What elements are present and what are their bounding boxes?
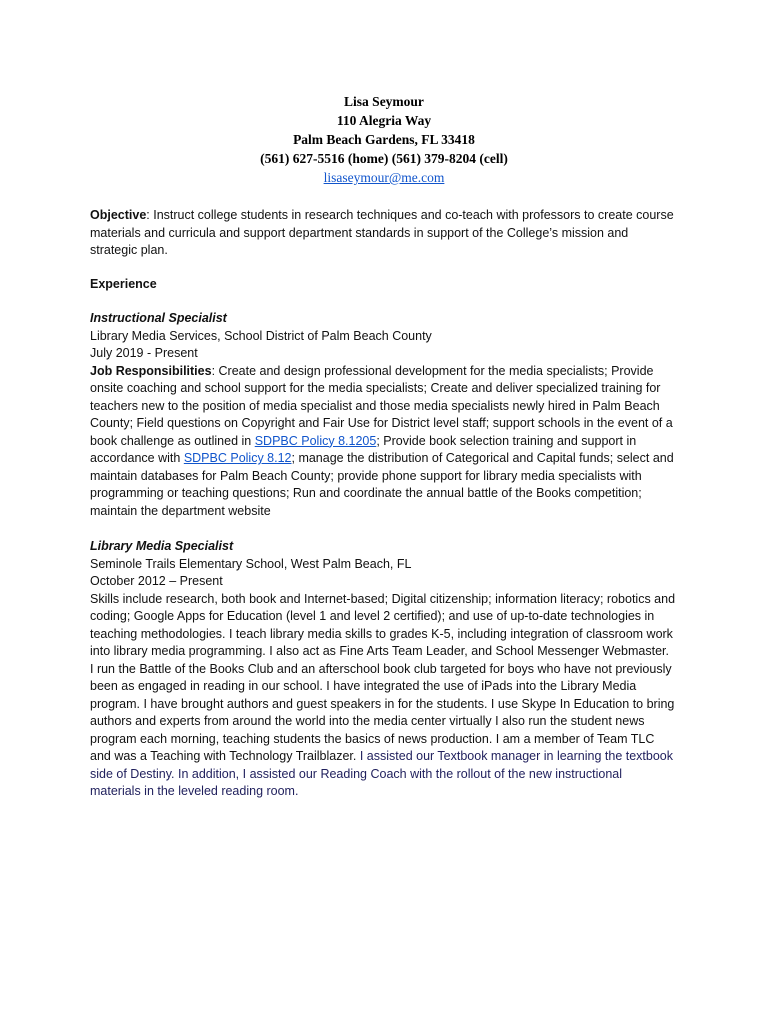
objective-section [90,207,690,260]
candidate-name: Lisa Seymour [344,94,424,109]
job-text: coding; Google Apps for Education (level 1 and level 2 certified); and use of up-to-date technologies in [90,609,655,623]
email-link[interactable]: lisaseymour@me.com [323,170,445,185]
job-text: program each morning, teaching students the basics of news production. I am a member of Team TLC [90,731,655,746]
job-text: book challenge as outlined in [90,433,255,448]
objective-label: Objective [90,208,147,222]
job-library-media-specialist [90,538,690,801]
job-dates: July 2019 - Present [90,346,198,360]
job-title: Library Media Specialist [90,539,234,553]
job-organization: Seminole Trails Elementary School, West Palm Beach, FL [90,556,412,571]
job-text: ; Provide book selection training and support in [376,433,637,448]
job-text: Skills include research, both book and Internet-based; Digital citizenship; information literacy; robotics and [90,591,676,606]
job-title: Instructional Specialist [90,311,227,325]
job-dates: October 2012 – Present [90,574,223,588]
job-text: maintain databases for Palm Beach County; provide phone support for library media specialists with [90,468,642,483]
job-text: County; Field questions on Copyright and Fair Use for District level staff; support schools in the event of a [90,416,673,430]
job-text: into library media programming. I also act as Fine Arts Team Leader, and School Messenger Webmaster. [90,644,669,658]
objective-text-line: materials and curricula and support department standards in support of the College’s mission and [90,225,629,240]
phone-numbers: (561) 627-5516 (home) (561) 379-8204 (cell) [260,151,508,166]
job-text: and was a Teaching with Technology Trailblazer. [90,749,360,763]
responsibilities-label: Job Responsibilities [90,363,212,378]
job-instructional-specialist [90,310,690,520]
objective-text-line: strategic plan. [90,243,168,257]
job-text: maintain the department website [90,503,271,518]
job-text: teachers new to the position of media specialist and those media specialists newly hired in Palm Beach [90,398,660,413]
job-text-navy: I assisted our Textbook manager in learning the textbook [359,749,673,763]
job-text: : Create and design professional development for the media specialists; Provide [211,363,654,378]
policy-8-12-link[interactable]: SDPBC Policy 8.12 [183,451,292,465]
policy-8-1205-link[interactable]: SDPBC Policy 8.1205 [254,433,377,448]
job-text: ; manage the distribution of Categorical and Capital funds; select and [291,451,674,465]
job-text: I run the Battle of the Books Club and an afterschool book club targeted for boys who have not previously [90,661,672,676]
job-text: accordance with [90,451,184,465]
job-text: been as engaged in reading in our school. I have integrated the use of iPads into the Library Media [90,679,637,693]
street-address: 110 Alegria Way [336,113,432,128]
job-text-navy: materials in the leveled reading room. [90,784,299,798]
job-text: onsite coaching and school support for the media specialists; Create and deliver specialized training for [90,381,661,395]
job-text: programming or teaching questions; Run and coordinate the annual battle of the Books competition; [90,486,642,500]
job-text-navy: side of Destiny. In addition, I assisted our Reading Coach with the rollout of the new instructional [90,766,623,781]
job-text: teaching methodologies. I teach library media skills to grades K-5, including integration of classroom work [90,626,673,641]
job-text: program. I have brought authors and guest speakers in for the students. I use Skype In Education to bring [90,696,675,711]
city-state-zip: Palm Beach Gardens, FL 33418 [293,132,475,147]
experience-heading: Experience [90,277,157,291]
objective-text-line: : Instruct college students in research techniques and co-teach with professors to create course [146,208,674,222]
job-organization: Library Media Services, School District of Palm Beach County [90,328,432,343]
contact-header [0,92,768,187]
job-text: authors and experts from around the world into the media center virtually I also run the student news [90,714,645,728]
